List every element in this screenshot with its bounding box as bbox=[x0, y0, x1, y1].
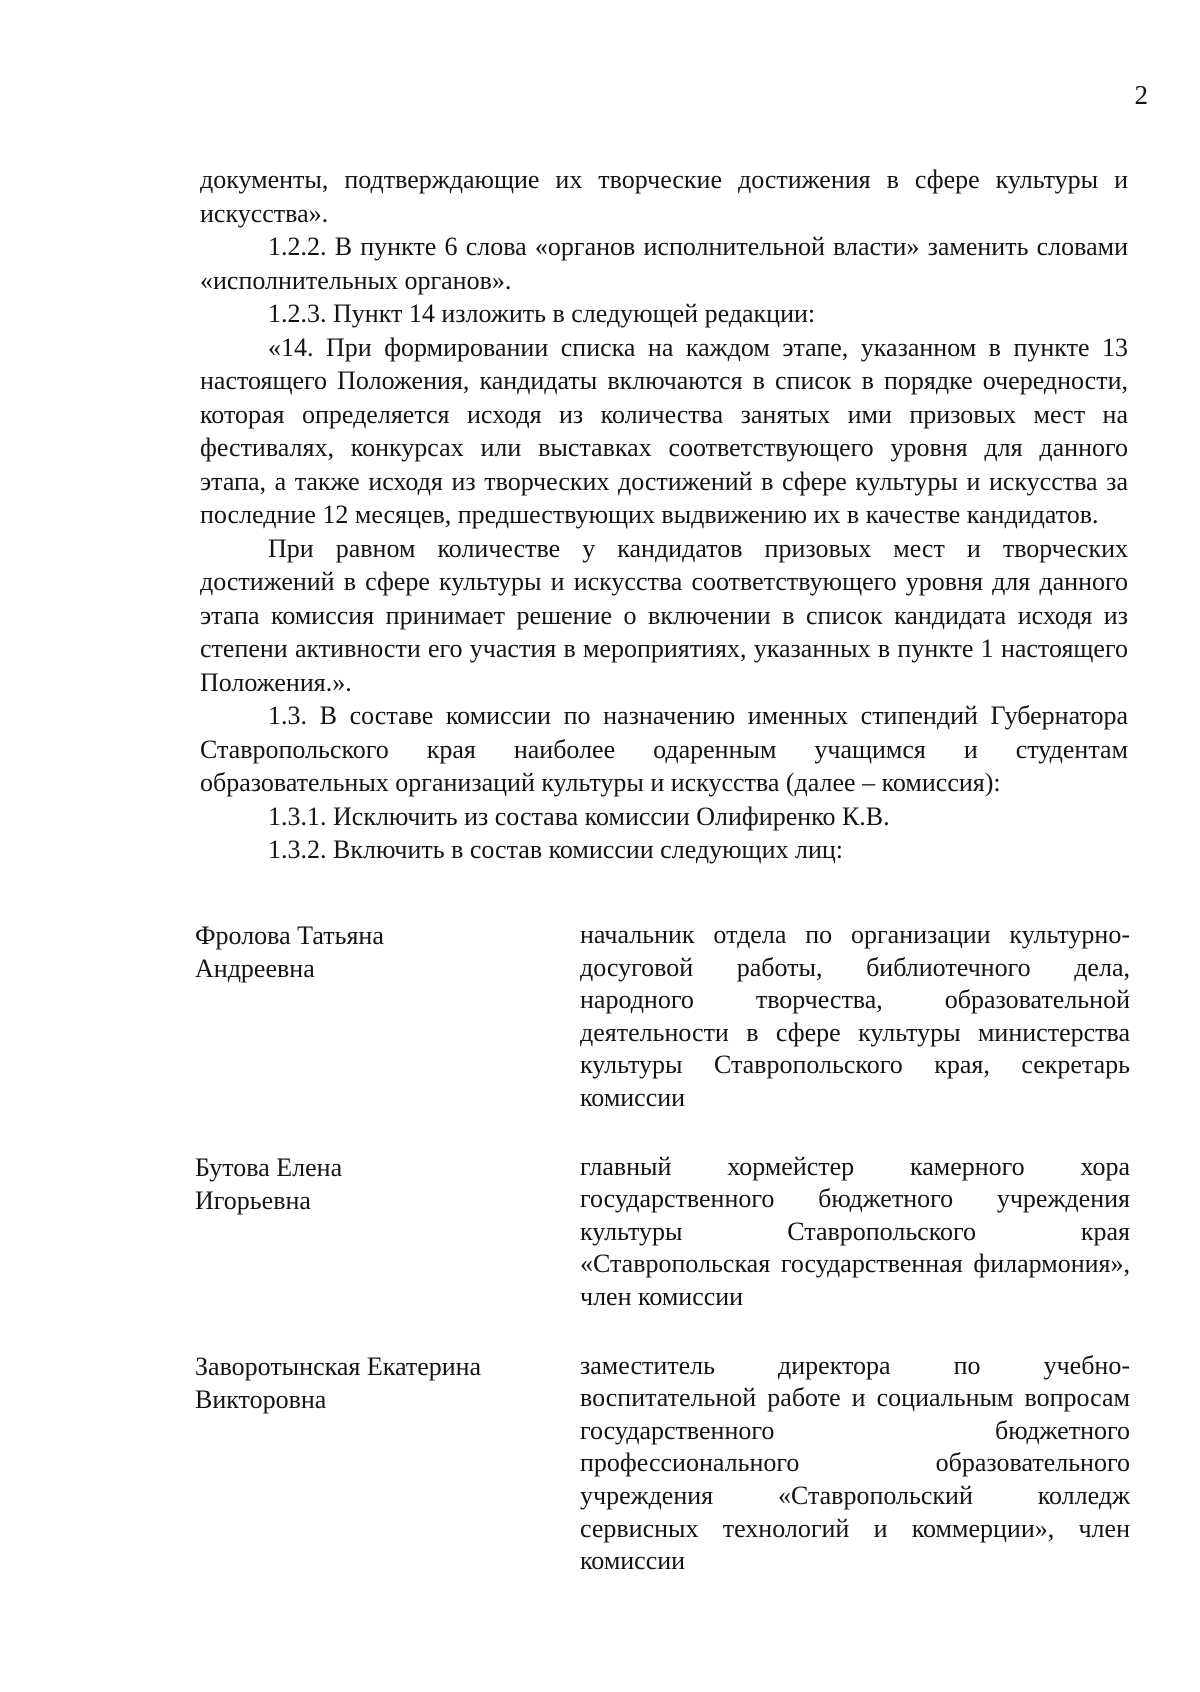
paragraph-equal-count: При равном количестве у кандидатов призовых мест и творческих достижений в сфере культуры и искусства соответствующего уровня для данного этапа комиссия принимает решение о включении в список кандидата исходя из степени активности его участия в мероприятиях, указанных в пункте 1 настоящего Положения.». bbox=[200, 533, 1128, 697]
member-name-line: Андреевна bbox=[195, 954, 315, 983]
paragraph-1-3: 1.3. В составе комиссии по назначению именных стипендий Губернатора Ставропольского края наиболее одаренным учащимся и студентам образовательных организаций культуры и искусства (далее – комиссия): bbox=[200, 701, 1128, 797]
member-entry bbox=[195, 1350, 1135, 1578]
member-name-line: Заворотынская Екатерина bbox=[195, 1351, 482, 1381]
member-name-line: Фролова Татьяна bbox=[195, 921, 384, 950]
member-name-line: Бутова Елена bbox=[195, 1152, 343, 1182]
member-entry bbox=[195, 919, 1135, 1115]
paragraph-1-3-2: 1.3.2. Включить в состав комиссии следующих лиц: bbox=[268, 835, 844, 864]
paragraph-1-2-2: 1.2.2. В пункте 6 слова «органов исполнительной власти» заменить словами «исполнительных органов». bbox=[200, 232, 1128, 295]
member-role: главный хормейстер камерного хора государственного бюджетного учреждения культуры Ставропольского края «Ставропольская государственная филармония», член комиссии bbox=[580, 1151, 1130, 1311]
member-role: начальник отдела по организации культурно-досуговой работы, библиотечного дела, народного творчества, образовательной деятельности в сфере культуры министерства культуры Ставропольского края, секретарь комиссии bbox=[580, 920, 1130, 1112]
member-name bbox=[195, 1151, 580, 1314]
paragraph-1-3-1: 1.3.1. Исключить из состава комиссии Олифиренко К.В. bbox=[268, 801, 890, 831]
member-name bbox=[195, 1350, 580, 1578]
member-role: заместитель директора по учебно-воспитательной работе и социальным вопросам государственного бюджетного профессионального образовательного учреждения «Ставропольский колледж сервисных технологий и коммерции», член комиссии bbox=[580, 1350, 1130, 1576]
paragraph-point-14: «14. При формировании списка на каждом этапе, указанном в пункте 13 настоящего Положения, кандидаты включаются в список в порядке очередности, которая определяется исходя из количества занятых ими призовых мест на фестивалях, конкурсах или выставках соответствующего уровня для данного этапа, а также исходя из творческих достижений в сфере культуры и искусства за последние 12 месяцев, предшествующих выдвижению их в качестве кандидатов. bbox=[200, 332, 1128, 529]
commission-members-list bbox=[195, 919, 1135, 1614]
paragraph-continuation: документы, подтверждающие их творческие достижения в сфере культуры и искусства». bbox=[200, 165, 1128, 228]
member-entry bbox=[195, 1151, 1135, 1314]
member-name-line: Игорьевна bbox=[195, 1185, 311, 1215]
page-number: 2 bbox=[1134, 80, 1148, 110]
member-name bbox=[195, 919, 580, 1115]
body-text bbox=[200, 163, 1128, 867]
member-name-line: Викторовна bbox=[195, 1384, 327, 1414]
paragraph-1-2-3: 1.2.3. Пункт 14 изложить в следующей редакции: bbox=[268, 299, 816, 328]
